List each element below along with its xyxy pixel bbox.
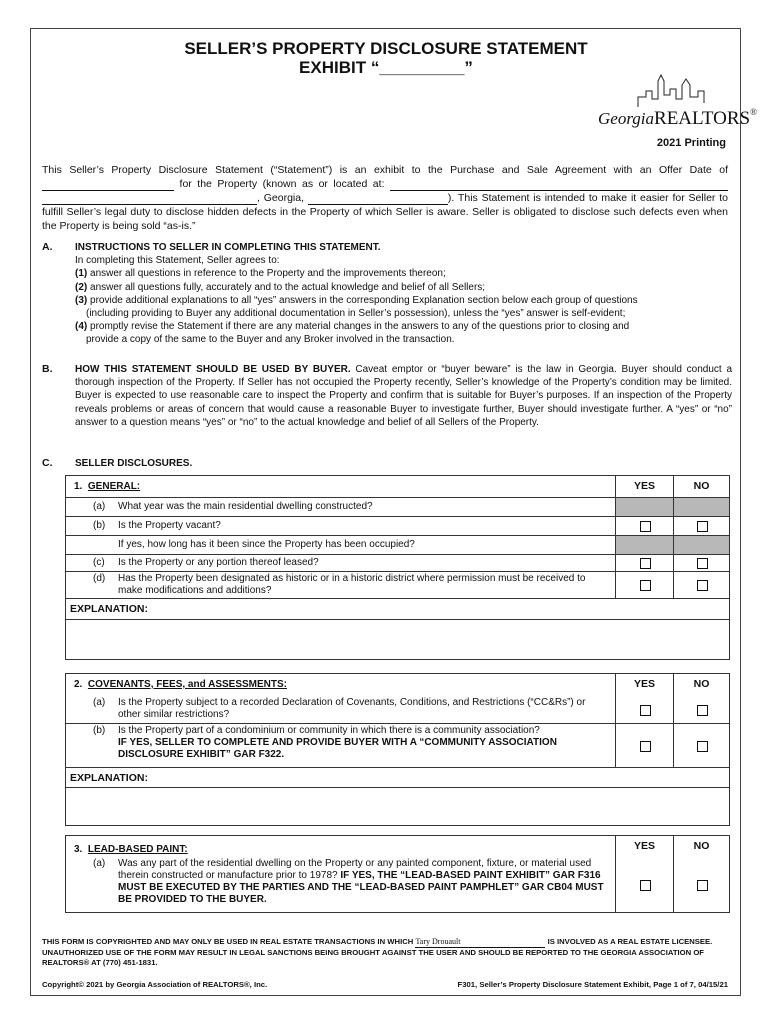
copyright-notice: THIS FORM IS COPYRIGHTED AND MAY ONLY BE USED IN REAL ESTATE TRANSACTIONS IN WHICH Tary Drouault IS INVOLVED AS A REAL ESTATE LICENSEE. UNAUTHORIZED USE OF THE FORM MAY RESULT IN LEGAL SANCTIONS BEING BROUGHT AGAINST THE USER AND SHOULD BE REPORTED TO THE GEORGIA ASSOCIATION OF REALTORS® AT (770) 451-1831. xyxy=(42,937,713,967)
no-checkbox[interactable] xyxy=(697,580,708,591)
title-line-1: SELLER’S PROPERTY DISCLOSURE STATEMENT xyxy=(184,39,588,58)
question-row: (a) What year was the main residential dwelling constructed? xyxy=(66,497,729,516)
yes-checkbox[interactable] xyxy=(640,558,651,569)
yes-column-header: YES xyxy=(633,480,655,492)
section-b-heading: HOW THIS STATEMENT SHOULD BE USED BY BUYER. xyxy=(75,364,351,375)
yes-checkbox[interactable] xyxy=(640,880,651,891)
licensee-name: Tary Drouault xyxy=(415,937,545,948)
instruction-item: (1) answer all questions in reference to the Property and the improvements thereon; xyxy=(75,268,446,280)
no-checkbox[interactable] xyxy=(697,741,708,752)
copyright-line: Copyright© 2021 by Georgia Association of REALTORS®, Inc. xyxy=(42,980,268,989)
question-group-covenants xyxy=(65,673,730,826)
question-group-lead-paint xyxy=(65,835,730,913)
question-row: (a) Was any part of the residential dwelling on the Property or any painted component, fixture, or material used therein constructed or manufacture prior to 1978? IF YES, THE “LEAD-BASED PAINT EXHIBIT” GAR F316 MUST BE EXECUTED BY THE PARTIES AND THE “LEAD-BASED PAINT PAMPHLET” GAR CB04 MUST BE PROVIDED TO THE BUYER. xyxy=(66,858,729,912)
logo-wordmark: GeorgiaREALTORS® xyxy=(598,107,757,129)
instruction-item: (2) answer all questions fully, accurately and to the actual knowledge and belief of all Sellers; xyxy=(75,281,486,293)
explanation-label: EXPLANATION: xyxy=(66,598,729,619)
printing-year: 2021 Printing xyxy=(656,137,726,149)
georgia-realtors-logo xyxy=(598,69,757,129)
yes-checkbox[interactable] xyxy=(640,705,651,716)
question-row: (c) Is the Property or any portion thereof leased? xyxy=(66,554,729,571)
question-row: (d) Has the Property been designated as historic or in a historic district where permission must be received to make modifications and additions? xyxy=(66,571,729,598)
no-checkbox[interactable] xyxy=(697,880,708,891)
title-line-2: EXHIBIT “_________” xyxy=(299,58,473,77)
question-row: (b) Is the Property part of a condominium or community in which there is a community association? IF YES, SELLER TO COMPLETE AND PROVIDE BUYER WITH A “COMMUNITY ASSOCIATION DISCLOSURE EXHIBIT” GAR F322. xyxy=(66,723,729,767)
page-title xyxy=(151,39,621,77)
no-column-header: NO xyxy=(693,840,710,852)
skyline-icon xyxy=(598,69,733,109)
section-a-heading: INSTRUCTIONS TO SELLER IN COMPLETING THIS STATEMENT. xyxy=(75,242,381,253)
section-c-heading: SELLER DISCLOSURES. xyxy=(75,458,193,469)
yes-column-header: YES xyxy=(633,840,655,852)
question-row: (b) Is the Property vacant? xyxy=(66,516,729,535)
section-c: C. SELLER DISCLOSURES. xyxy=(42,457,193,469)
instruction-item: (4) promptly revise the Statement if there are any material changes in the answers to any of the questions prior to closing and xyxy=(75,321,630,333)
group-header-row: 3. LEAD-BASED PAINT: YES NO xyxy=(66,836,729,858)
question-group-general xyxy=(65,475,730,660)
explanation-field[interactable] xyxy=(66,619,729,659)
instruction-item: (3) provide additional explanations to all “yes” answers in the corresponding Explanation section below each group of questions xyxy=(75,294,638,306)
property-address-field[interactable] xyxy=(390,180,728,191)
offer-date-field[interactable] xyxy=(42,180,174,191)
group-header-row: 2. COVENANTS, FEES, and ASSESSMENTS: YES NO xyxy=(66,674,729,696)
yes-column-header: YES xyxy=(633,678,655,690)
section-a: A. INSTRUCTIONS TO SELLER IN COMPLETING THIS STATEMENT. In completing this Statement, Seller agrees to: (1) answer all questions in reference to the Property and the improvements thereon; (2) answer all questions fully, accurately and to the actual knowledge and belief of all Sellers; (3) provide additional explanations to all “yes” answers in the corresponding Explanation section below each group of questions (including providing to Buyer any additional documentation in Seller’s possession), unless the “yes” answer is self-evident; (4) promptly revise the Statement if there are any material changes in the answers to any of the questions prior to closing and provide a copy of the same to the Buyer and any Broker involved in the transaction. xyxy=(42,241,732,347)
property-city-field[interactable] xyxy=(42,194,257,205)
no-checkbox[interactable] xyxy=(697,705,708,716)
yes-checkbox[interactable] xyxy=(640,521,651,532)
no-column-header: NO xyxy=(693,480,710,492)
question-row: (a) Is the Property subject to a recorded Declaration of Covenants, Conditions, and Restrictions (“CC&Rs”) or other similar restrictions? xyxy=(66,696,729,723)
group-header-row: 1. GENERAL: YES NO xyxy=(66,476,729,497)
explanation-label: EXPLANATION: xyxy=(66,767,729,787)
no-checkbox[interactable] xyxy=(697,558,708,569)
section-b: B. HOW THIS STATEMENT SHOULD BE USED BY BUYER. Caveat emptor or “buyer beware” is the law in Georgia. Buyer should conduct a thorough inspection of the Property. If Seller has not occupied the Property recently, Seller’s knowledge of the Property’s condition may be limited. Buyer is expected to use reasonable care to inspect the Property and confirm that is suitable for Buyer’s purposes. If an inspection of the Property reveals problems or areas of concern that would cause a reasonable Buyer to investigate further, Buyer should investigate further. A “yes” or “no” answer to a question means “yes” or “no” to the actual knowledge and belief of all Sellers of the Property. xyxy=(42,363,733,428)
no-column-header: NO xyxy=(693,678,710,690)
yes-checkbox[interactable] xyxy=(640,580,651,591)
form-page xyxy=(30,28,757,996)
intro-paragraph: This Seller’s Property Disclosure Statement (“Statement”) is an exhibit to the Purchase and Sale Agreement with an Offer Date of for the Property (known as or located at: , Georgia, ). This Statement is intended to make it easier for Seller to fulfill Seller’s legal duty to disclose hidden defects in the Property of which Seller is aware. Seller is obligated to disclose such defects even when the Property is being sold “as-is.” xyxy=(42,164,728,232)
property-zip-field[interactable] xyxy=(308,194,448,205)
form-identifier: F301, Seller’s Property Disclosure Statement Exhibit, Page 1 of 7, 04/15/21 xyxy=(457,980,728,989)
instruction-item: provide a copy of the same to the Buyer and any Broker involved in the transaction. xyxy=(86,334,455,346)
question-row: If yes, how long has it been since the Property has been occupied? xyxy=(66,535,729,554)
no-checkbox[interactable] xyxy=(697,521,708,532)
instruction-item: (including providing to Buyer any additional documentation in Seller’s possession), unless the “yes” answer is self-evident; xyxy=(86,308,626,320)
explanation-field[interactable] xyxy=(66,787,729,825)
yes-checkbox[interactable] xyxy=(640,741,651,752)
